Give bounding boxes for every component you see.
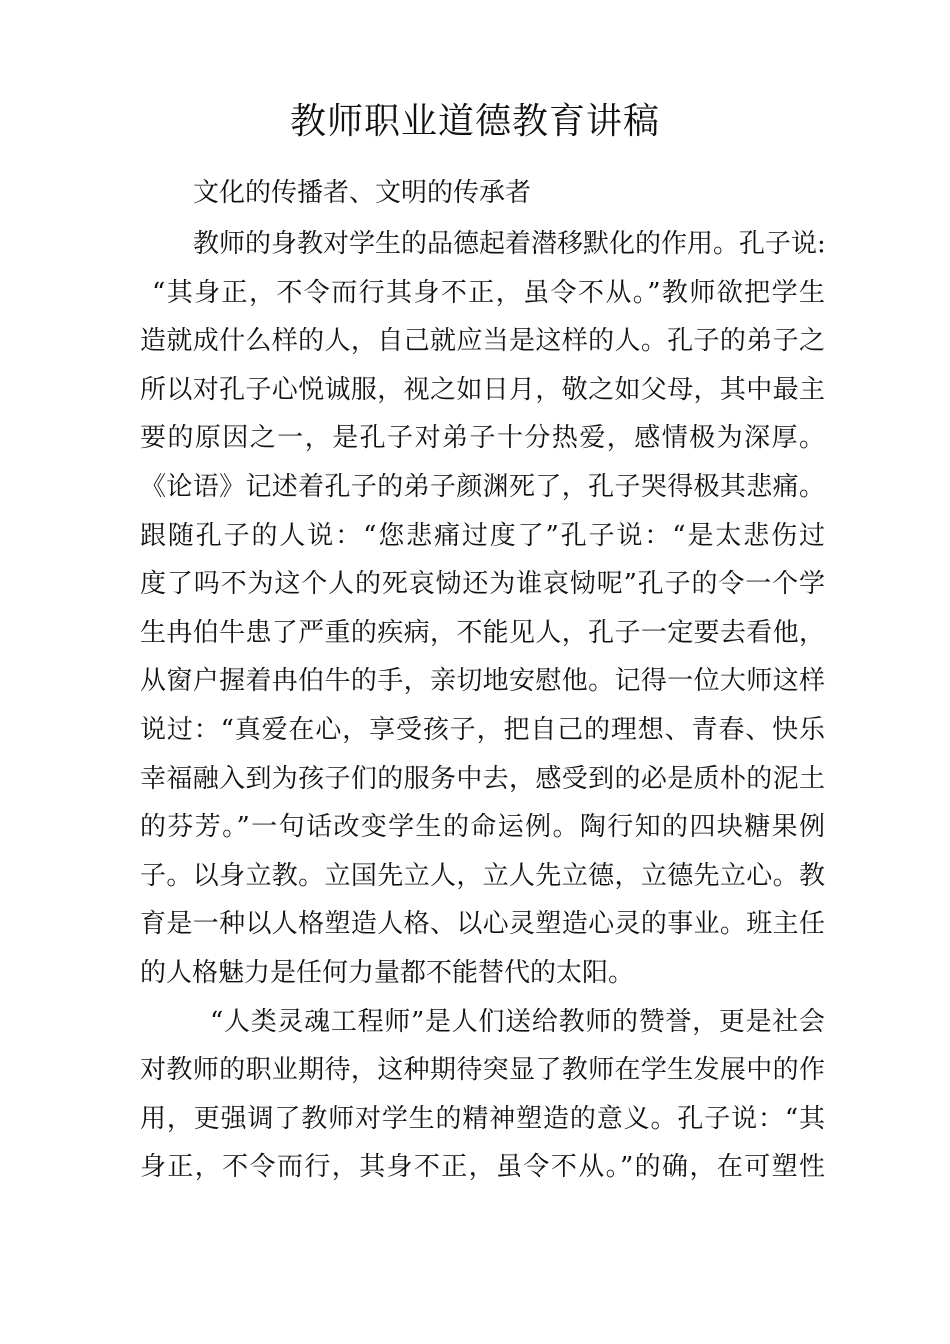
paragraph-line: 《论语》记述着孔子的弟子颜渊死了，孔子哭得极其悲痛。 bbox=[140, 471, 825, 502]
paragraph-line: 幸福融入到为孩子们的服务中去，感受到的必是质朴的泥土 bbox=[140, 763, 825, 794]
paragraph-line: 要的原因之一，是孔子对弟子十分热爱，感情极为深厚。 bbox=[140, 423, 825, 454]
paragraph-line: 教师的身教对学生的品德起着潜移默化的作用。孔子说: bbox=[193, 229, 826, 259]
document-body bbox=[140, 220, 825, 1192]
paragraph-line: 用，更强调了教师对学生的精神塑造的意义。孔子说：“其 bbox=[140, 1103, 825, 1134]
paragraph-line: 跟随孔子的人说：“您悲痛过度了”孔子说：“是太悲伤过 bbox=[140, 520, 825, 551]
paragraph-line: 的人格魅力是任何力量都不能替代的太阳。 bbox=[140, 957, 635, 988]
paragraph-line: “人类灵魂工程师”是人们送给教师的赞誉，更是社会 bbox=[210, 1006, 825, 1037]
paragraph-line: 度了吗不为这个人的死哀恸还为谁哀恸呢”孔子的令一个学 bbox=[140, 569, 825, 600]
paragraph-1 bbox=[140, 220, 825, 998]
paragraph-line: 所以对孔子心悦诚服，视之如日月，敬之如父母，其中最主 bbox=[140, 374, 825, 405]
paragraph-line: 的芬芳。”一句话改变学生的命运例。陶行知的四块糖果例 bbox=[140, 812, 825, 843]
paragraph-line: 从窗户握着冉伯牛的手，亲切地安慰他。记得一位大师这样 bbox=[140, 666, 825, 697]
document-subtitle: 文化的传播者、文明的传承者 bbox=[193, 178, 532, 208]
paragraph-line: 造就成什么样的人，自己就应当是这样的人。孔子的弟子之 bbox=[140, 326, 825, 357]
paragraph-line: 说过：“真爱在心，享受孩子，把自己的理想、青春、快乐 bbox=[140, 714, 825, 745]
paragraph-line: 身正，不令而行，其身不正，虽令不从。”的确，在可塑性 bbox=[140, 1152, 825, 1183]
paragraph-line: 对教师的职业期待，这种期待突显了教师在学生发展中的作 bbox=[140, 1055, 825, 1086]
paragraph-line: 育是一种以人格塑造人格、以心灵塑造心灵的事业。班主任 bbox=[140, 909, 825, 940]
paragraph-line: “其身正，不令而行其身不正，虽令不从。”教师欲把学生 bbox=[152, 277, 825, 308]
paragraph-2 bbox=[140, 998, 825, 1192]
paragraph-line: 生冉伯牛患了严重的疾病，不能见人，孔子一定要去看他， bbox=[140, 617, 825, 648]
paragraph-line: 子。以身立教。立国先立人，立人先立德，立德先立心。教 bbox=[140, 860, 825, 891]
document-title: 教师职业道德教育讲稿 bbox=[289, 101, 660, 142]
